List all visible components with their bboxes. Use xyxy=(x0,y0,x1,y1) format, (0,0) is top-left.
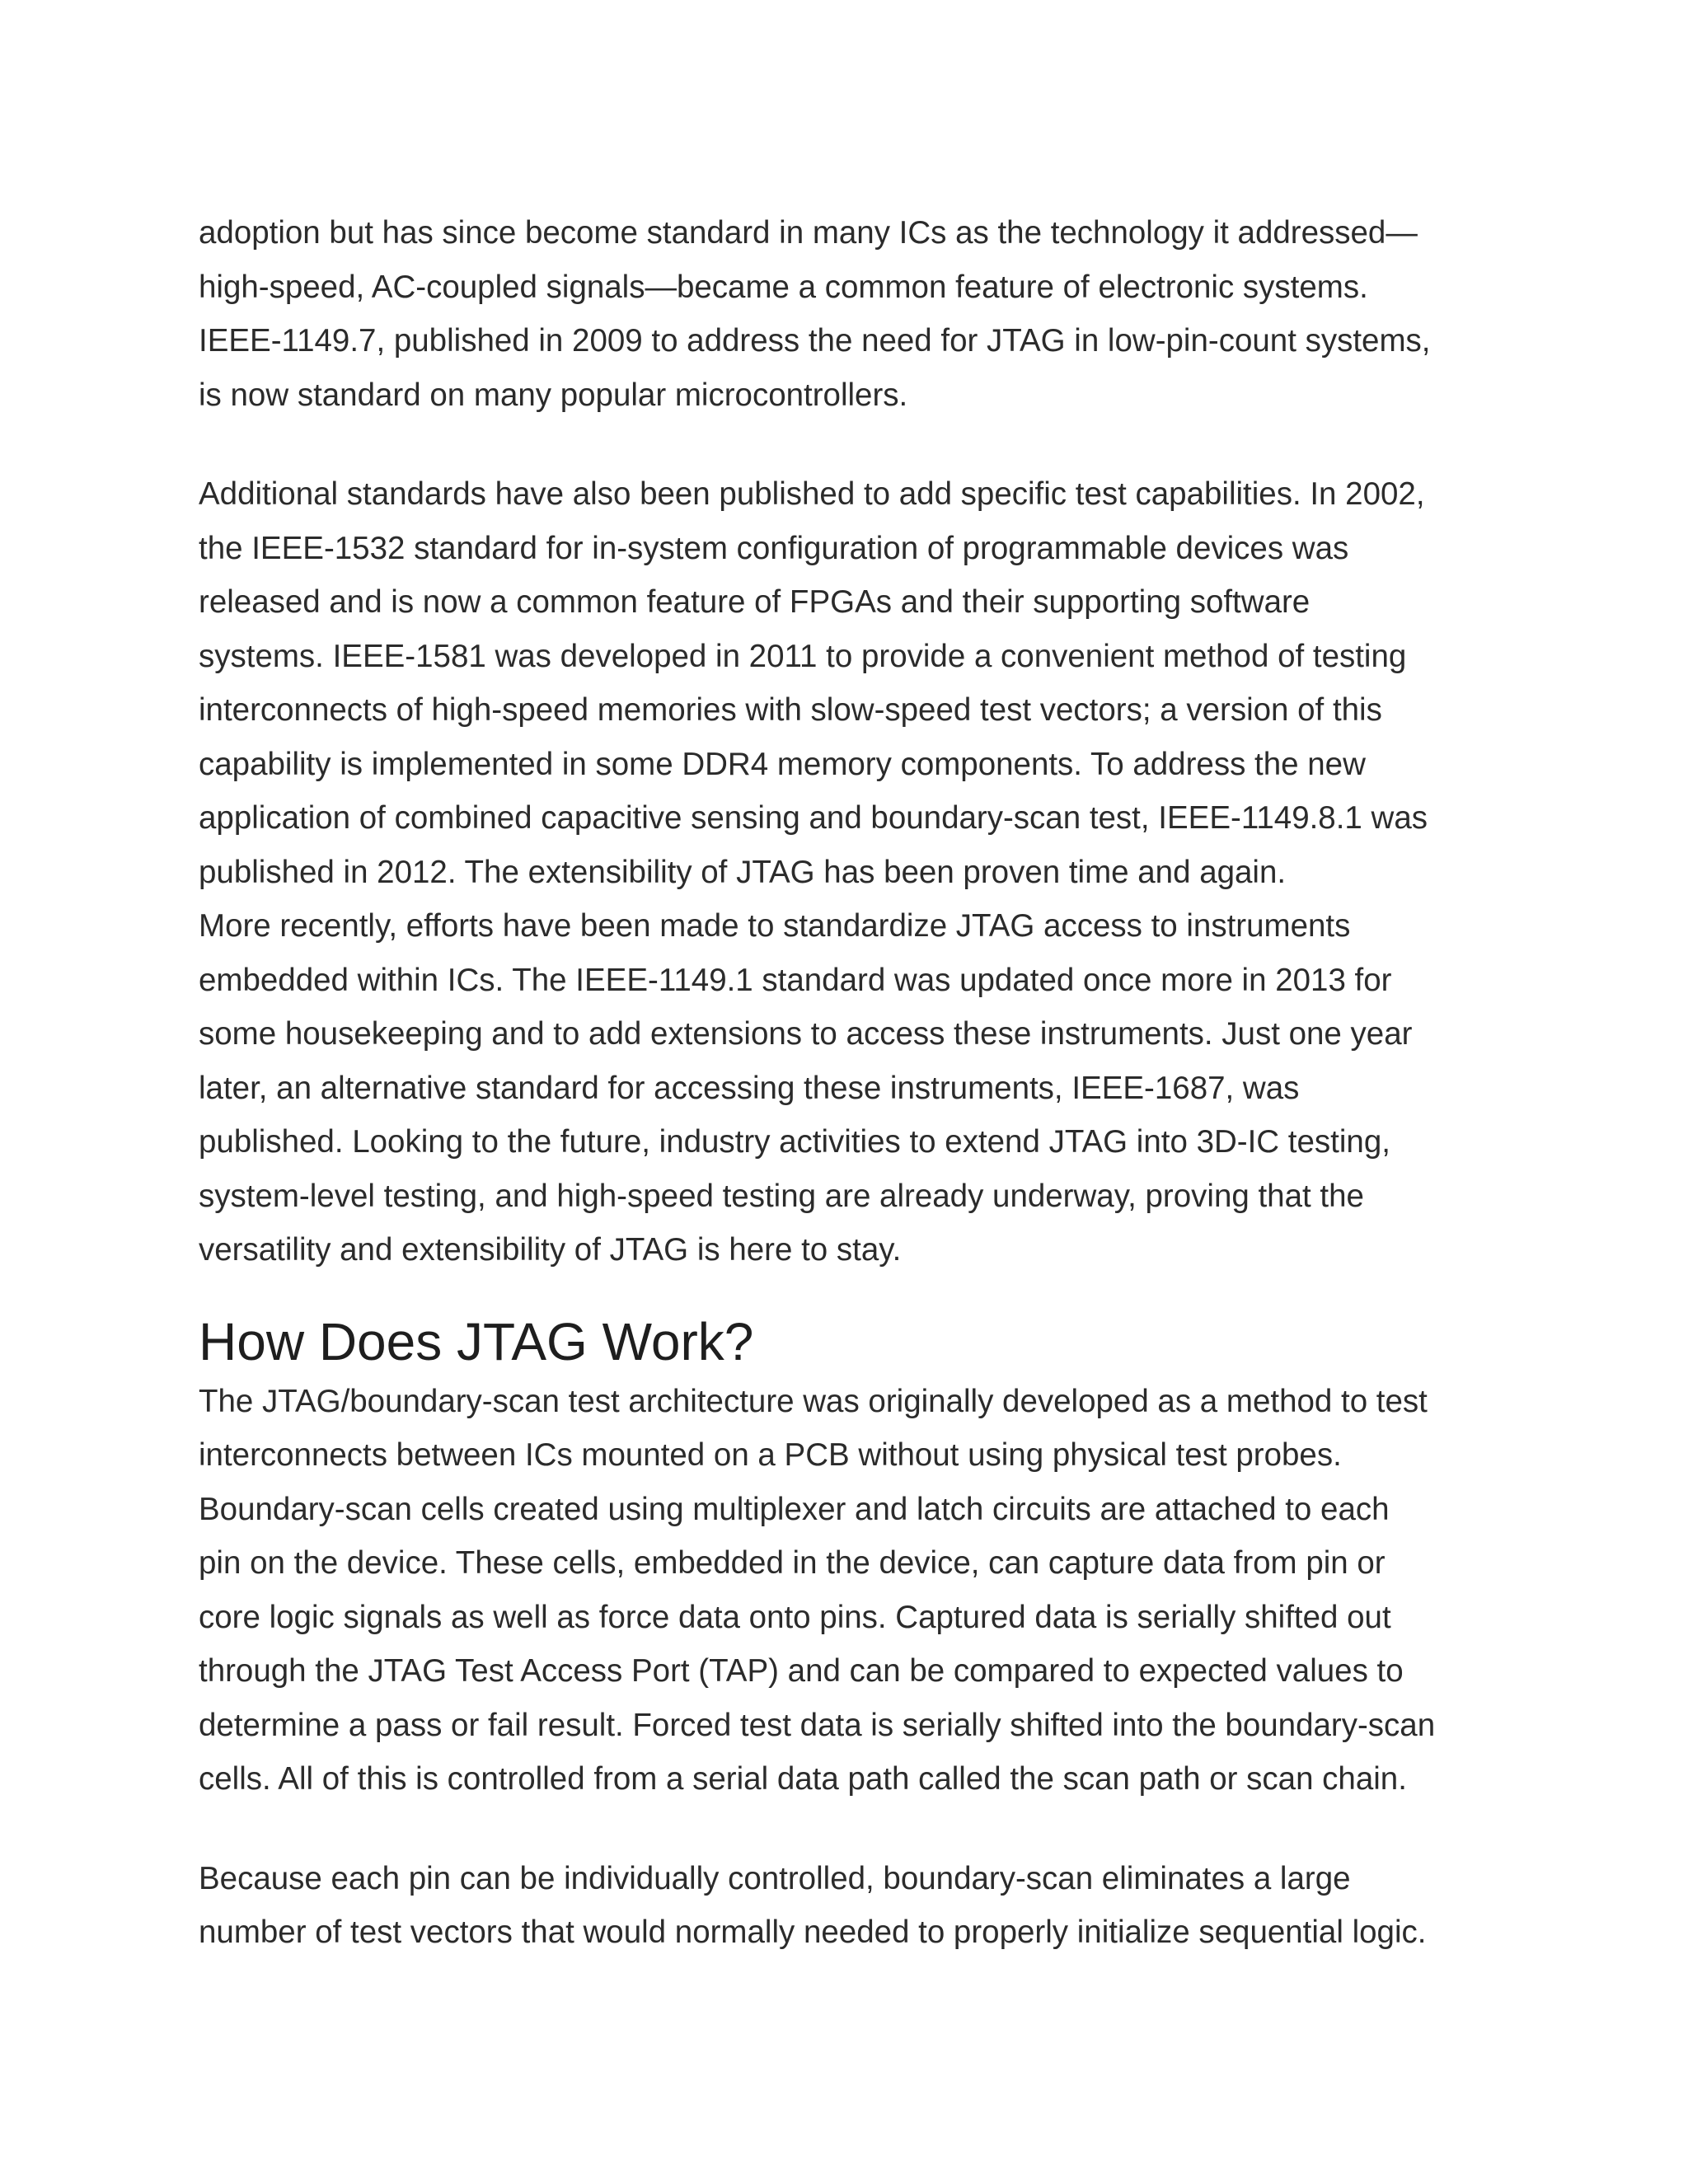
text-line: Additional standards have also been published to add specific test capabilities. In 2002, xyxy=(199,476,1425,512)
text-line: through the JTAG Test Access Port (TAP) and can be compared to expected values to xyxy=(199,1653,1404,1689)
text-line: pin on the device. These cells, embedded in the device, can capture data from pin or xyxy=(199,1545,1386,1581)
paragraph-spacer xyxy=(199,1807,1509,1852)
paragraph-jtag-adoption xyxy=(199,206,1509,422)
document-page xyxy=(199,206,1509,1960)
section-heading: How Does JTAG Work? xyxy=(199,1311,754,1371)
text-line: IEEE-1149.7, published in 2009 to address the need for JTAG in low-pin-count systems, xyxy=(199,323,1431,359)
text-line: high-speed, AC-coupled signals—became a common feature of electronic systems. xyxy=(199,269,1368,305)
paragraph-individual-control xyxy=(199,1852,1509,1960)
text-line: versatility and extensibility of JTAG is here to stay. xyxy=(199,1232,902,1268)
heading-spacer xyxy=(199,1277,1509,1309)
text-line: some housekeeping and to add extensions to access these instruments. Just one year xyxy=(199,1016,1413,1052)
paragraph-spacer xyxy=(199,422,1509,467)
text-line: published. Looking to the future, industry activities to extend JTAG into 3D-IC testing, xyxy=(199,1124,1390,1160)
text-line: Because each pin can be individually controlled, boundary-scan eliminates a large xyxy=(199,1860,1351,1896)
text-line: adoption but has since become standard in many ICs as the technology it addressed— xyxy=(199,215,1418,251)
text-line: cells. All of this is controlled from a serial data path called the scan path or scan chain. xyxy=(199,1761,1407,1797)
paragraph-additional-standards xyxy=(199,467,1509,1277)
text-line: interconnects of high-speed memories with slow-speed test vectors; a version of this xyxy=(199,692,1382,728)
text-line: is now standard on many popular microcontrollers. xyxy=(199,377,908,413)
text-line: embedded within ICs. The IEEE-1149.1 standard was updated once more in 2013 for xyxy=(199,962,1392,998)
text-line: core logic signals as well as force data onto pins. Captured data is serially shifted out xyxy=(199,1599,1391,1635)
text-line: published in 2012. The extensibility of JTAG has been proven time and again. xyxy=(199,854,1287,890)
text-line: interconnects between ICs mounted on a PCB without using physical test probes. xyxy=(199,1437,1342,1473)
text-line: released and is now a common feature of FPGAs and their supporting software xyxy=(199,584,1311,620)
text-line: The JTAG/boundary-scan test architecture was originally developed as a method to test xyxy=(199,1383,1428,1419)
paragraph-how-jtag-works xyxy=(199,1375,1509,1807)
text-line: system-level testing, and high-speed testing are already underway, proving that the xyxy=(199,1178,1364,1214)
text-line: Boundary-scan cells created using multiplexer and latch circuits are attached to each xyxy=(199,1491,1390,1527)
text-line: capability is implemented in some DDR4 memory components. To address the new xyxy=(199,746,1366,782)
text-line: later, an alternative standard for accessing these instruments, IEEE-1687, was xyxy=(199,1070,1300,1106)
text-line: systems. IEEE-1581 was developed in 2011 to provide a convenient method of testing xyxy=(199,638,1407,674)
text-line: number of test vectors that would normally needed to properly initialize sequential logic. xyxy=(199,1915,1427,1950)
text-line: More recently, efforts have been made to standardize JTAG access to instruments xyxy=(199,908,1351,944)
text-line: the IEEE-1532 standard for in-system configuration of programmable devices was xyxy=(199,530,1349,566)
text-line: determine a pass or fail result. Forced test data is serially shifted into the boundary-scan xyxy=(199,1707,1436,1743)
text-line: application of combined capacitive sensing and boundary-scan test, IEEE-1149.8.1 was xyxy=(199,800,1428,836)
